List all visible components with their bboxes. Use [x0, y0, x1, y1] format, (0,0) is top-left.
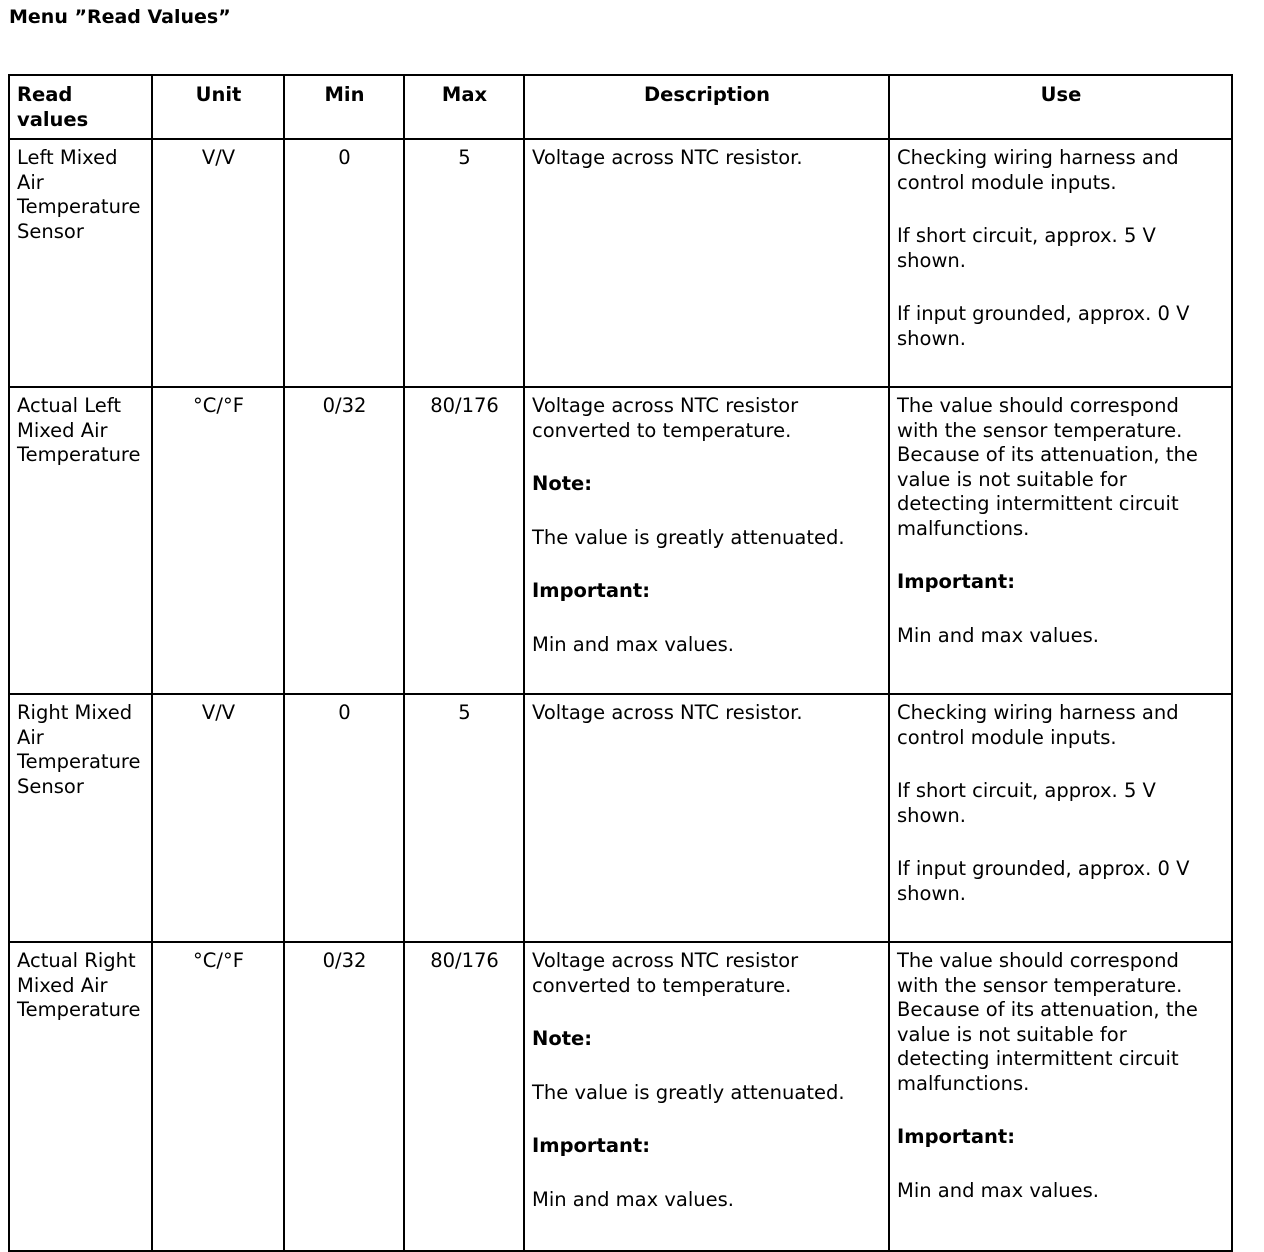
min-cell: 0/32: [284, 942, 404, 1251]
description-text: Voltage across NTC resistor.: [532, 701, 803, 724]
use-text: If input grounded, approx. 0 V shown.: [897, 302, 1190, 350]
max-cell: 5: [404, 139, 524, 387]
important-label: Important:: [897, 570, 1016, 593]
max-cell: 5: [404, 694, 524, 942]
read-value-name: Right Mixed Air Temperature Sensor: [9, 694, 152, 942]
use-cell: [889, 942, 1232, 1251]
important-text: Min and max values.: [532, 1187, 734, 1211]
description-cell: [524, 694, 889, 942]
page-title: Menu ”Read Values”: [9, 6, 231, 28]
column-header-read-values: Read values: [9, 75, 152, 139]
important-text: Min and max values.: [897, 1178, 1099, 1202]
read-value-name: Actual Right Mixed Air Temperature: [9, 942, 152, 1251]
note-label: Note:: [532, 1027, 593, 1050]
use-cell: [889, 387, 1232, 694]
description-cell: [524, 387, 889, 694]
column-header-min: Min: [284, 75, 404, 139]
important-label: Important:: [897, 1125, 1016, 1148]
min-cell: 0: [284, 139, 404, 387]
note-text: The value is greatly attenuated.: [532, 1080, 845, 1104]
use-text: The value should correspond with the sensor temperature. Because of its attenuation, the value is not suitable for detecting intermittent circuit malfunctions.: [897, 949, 1198, 1095]
note-text: The value is greatly attenuated.: [532, 525, 845, 549]
read-value-name: Left Mixed Air Temperature Sensor: [9, 139, 152, 387]
use-cell: [889, 139, 1232, 387]
table-row: [9, 139, 1232, 387]
note-label: Note:: [532, 472, 593, 495]
table-row: [9, 942, 1232, 1251]
table-header-row: [9, 75, 1232, 139]
column-header-max: Max: [404, 75, 524, 139]
use-text: If input grounded, approx. 0 V shown.: [897, 857, 1190, 905]
unit-cell: V/V: [152, 694, 284, 942]
use-text: If short circuit, approx. 5 V shown.: [897, 779, 1156, 827]
column-header-use: Use: [889, 75, 1232, 139]
use-text: The value should correspond with the sensor temperature. Because of its attenuation, the value is not suitable for detecting intermittent circuit malfunctions.: [897, 394, 1198, 540]
important-text: Min and max values.: [897, 623, 1099, 647]
description-text: Voltage across NTC resistor converted to temperature.: [532, 394, 799, 442]
unit-cell: °C/°F: [152, 387, 284, 694]
important-label: Important:: [532, 579, 651, 602]
use-text: If short circuit, approx. 5 V shown.: [897, 224, 1156, 272]
column-header-description: Description: [524, 75, 889, 139]
min-cell: 0: [284, 694, 404, 942]
read-values-table: [8, 74, 1233, 1252]
min-cell: 0/32: [284, 387, 404, 694]
use-text: Checking wiring harness and control module inputs.: [897, 146, 1179, 194]
description-text: Voltage across NTC resistor converted to temperature.: [532, 949, 799, 997]
column-header-unit: Unit: [152, 75, 284, 139]
table-row: [9, 694, 1232, 942]
important-label: Important:: [532, 1134, 651, 1157]
max-cell: 80/176: [404, 387, 524, 694]
unit-cell: °C/°F: [152, 942, 284, 1251]
use-text: Checking wiring harness and control module inputs.: [897, 701, 1179, 749]
max-cell: 80/176: [404, 942, 524, 1251]
description-text: Voltage across NTC resistor.: [532, 146, 803, 169]
use-cell: [889, 694, 1232, 942]
description-cell: [524, 942, 889, 1251]
description-cell: [524, 139, 889, 387]
unit-cell: V/V: [152, 139, 284, 387]
table-row: [9, 387, 1232, 694]
read-value-name: Actual Left Mixed Air Temperature: [9, 387, 152, 694]
important-text: Min and max values.: [532, 632, 734, 656]
